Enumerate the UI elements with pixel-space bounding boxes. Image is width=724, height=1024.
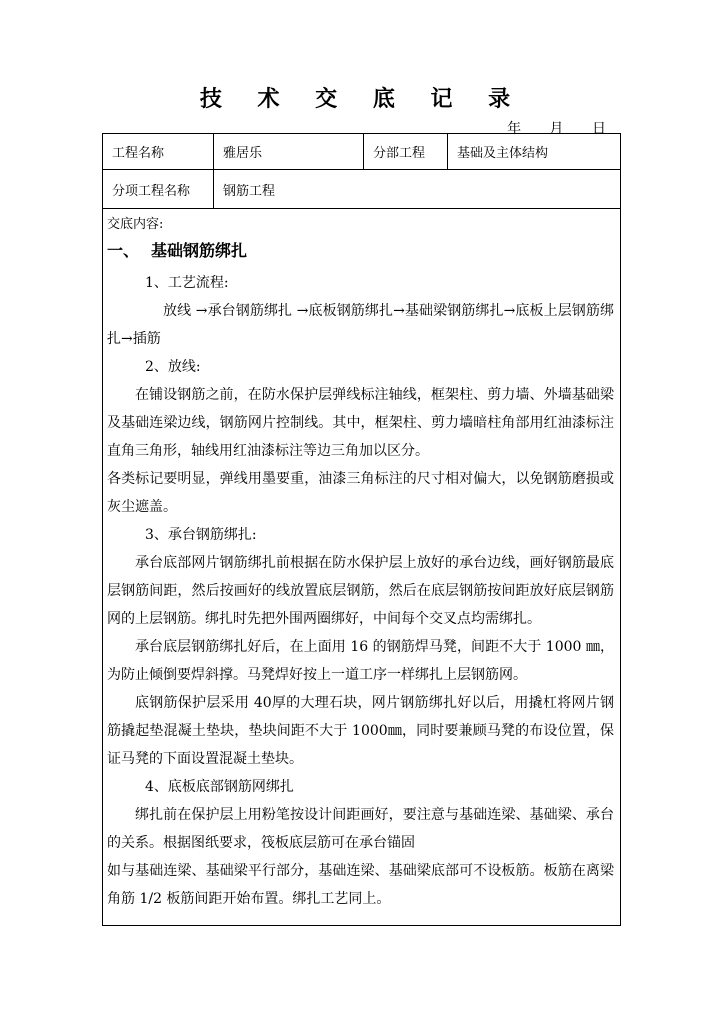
content-label: 交底内容: [107,217,164,232]
header-row-1 [103,134,620,170]
project-name-value: 雅居乐 [213,134,363,169]
paragraph: 绑扎前在保护层上用粉笔按设计间距画好，要注意与基础连梁、基础梁、承台的关系。根据图纸要求，筏板底层筋可在承台锚固 [107,807,614,851]
step-4-heading: 4、底板底部钢筋网绑扎 [145,779,294,795]
step-1-heading: 1、工艺流程: [145,275,229,291]
step-3-heading: 3、承台钢筋绑扎: [145,527,257,543]
section-title: 基础钢筋绑扎 [151,241,248,260]
subitem-value: 钢筋工程 [213,170,620,208]
header-row-2 [103,170,620,209]
step-2-heading: 2、放线: [145,359,201,375]
disclosure-form [102,133,621,926]
division-value: 基础及主体结构 [447,134,620,169]
process-flow: 放线 →承台钢筋绑扎 →底板钢筋绑扎→基础梁钢筋绑扎→底板上层钢筋绑扎→插筋 [107,303,614,347]
project-name-label: 工程名称 [112,146,165,161]
section-number: 一、 [107,241,140,260]
division-label: 分部工程 [363,134,447,169]
disclosure-content [103,209,620,913]
paragraph: 底钢筋保护层采用 40厚的大理石块，网片钢筋绑扎好以后，用撬杠将网片钢筋撬起垫混凝土垫块，垫块间距不大于 1000㎜，同时要兼顾马凳的布设位置，保证马凳的下面设置混凝土垫块。 [107,695,614,767]
paragraph: 在铺设钢筋之前，在防水保护层弹线标注轴线，框架柱、剪力墙、外墙基础梁及基础连梁边线，钢筋网片控制线。其中，框架柱、剪力墙暗柱角部用红油漆标注直角三角形，轴线用红油漆标注等边三角加以区分。 [107,387,614,459]
paragraph: 如与基础连梁、基础梁平行部分，基础连梁、基础梁底部可不设板筋。板筋在离梁角筋 1/2 板筋间距开始布置。绑扎工艺同上。 [107,863,614,907]
paragraph: 各类标记要明显，弹线用墨要重，油漆三角标注的尺寸相对偏大，以免钢筋磨损或灰尘遮盖。 [107,471,614,515]
document-title: 技 术 交 底 记 录 [199,86,525,112]
paragraph: 承台底部网片钢筋绑扎前根据在防水保护层上放好的承台边线，画好钢筋最底层钢筋间距，然后按画好的线放置底层钢筋，然后在底层钢筋按间距放好底层钢筋网的上层钢筋。绑扎时先把外围两圈绑好，中间每个交叉点均需绑扎。 [107,555,614,627]
date-label: 年 月 日 [507,121,618,137]
section-heading [107,238,614,261]
paragraph: 承台底层钢筋绑扎好后，在上面用 16 的钢筋焊马凳，间距不大于 1000 ㎜，为防止倾倒要焊斜撑。马凳焊好按上一道工序一样绑扎上层钢筋网。 [107,639,614,683]
subitem-label: 分项工程名称 [112,183,191,199]
